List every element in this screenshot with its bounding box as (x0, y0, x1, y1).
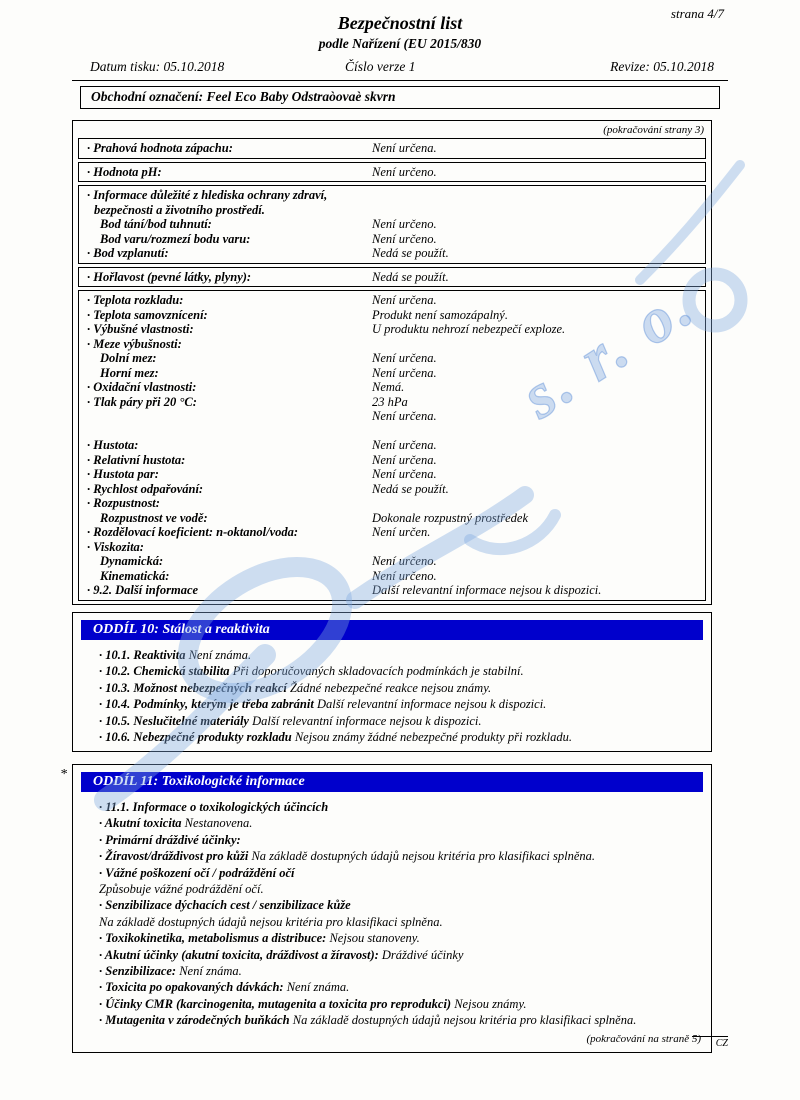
table-row (87, 308, 697, 323)
line-text: Nejsou stanoveny. (326, 931, 420, 946)
line-text: Na základě dostupných údajů nejsou kritéria pro klasifikaci splněna. (99, 914, 443, 929)
line-bold: · Toxicita po opakovaných dávkách: (99, 980, 284, 995)
section-line (81, 815, 703, 831)
table-row (87, 540, 697, 555)
line-text: Na základě dostupných údajů nejsou kritéria pro klasifikaci splněna. (289, 1013, 637, 1028)
row-label: · Rozdělovací koeficient: n-oktanol/voda: (87, 525, 299, 539)
row-label: Rozpustnost ve vodě: (100, 510, 208, 525)
section-line (81, 713, 703, 729)
row-label: · Meze výbušnosti: (87, 336, 182, 351)
section-line (81, 979, 703, 995)
section-line (81, 729, 703, 745)
row-value (372, 496, 697, 511)
row-value: Nedá se použít. (372, 246, 449, 260)
table-row (87, 380, 697, 395)
line-bold: · Účinky CMR (karcinogenita, mutagenita a toxicita pro reprodukci) (99, 996, 452, 1011)
row-label: · Tlak páry při 20 °C: (87, 394, 197, 409)
section-line (81, 799, 703, 815)
line-bold: · Akutní toxicita (99, 816, 182, 831)
revision-date: Revize: 05.10.2018 (610, 59, 714, 74)
section-line (81, 914, 703, 930)
row-label: · Teplota rozkladu: (87, 293, 184, 307)
section-10-header: ODDÍL 10: Stálost a reaktivita (81, 620, 703, 640)
section-11-header: ODDÍL 11: Toxikologické informace (81, 772, 703, 792)
row-value: Není určeno. (372, 568, 437, 583)
row-label: Bod tání/bod tuhnutí: (100, 217, 212, 231)
section-11 (72, 764, 712, 1053)
row-label: · 9.2. Další informace (87, 583, 199, 597)
table-row (87, 482, 697, 497)
line-text: Nestanovena. (181, 816, 253, 831)
line-text: Při doporučovaných skladovacích podmínkách je stabilní. (229, 664, 524, 679)
row-label: Bod varu/rozmezí bodu varu: (100, 231, 251, 246)
table-row (87, 583, 697, 598)
table-row (87, 438, 697, 453)
properties-table (72, 120, 712, 605)
row-value: Produkt není samozápalný. (372, 307, 508, 322)
line-bold: · 11.1. Informace o toxikologických účincích (99, 800, 329, 814)
line-bold: · 10.3. Možnost nebezpečných reakcí (99, 680, 287, 695)
row-label: · Bod vzplanutí: (87, 246, 169, 260)
table-row (87, 467, 697, 482)
line-bold: · 10.4. Podmínky, kterým je třeba zabránit (99, 697, 314, 712)
row-value: Není určen. (372, 525, 431, 539)
row-label: · Hodnota pH: (87, 164, 162, 179)
section-line (81, 881, 703, 897)
line-text: Není známa. (185, 648, 252, 662)
section-line (81, 647, 703, 663)
table-row (87, 569, 697, 584)
row-label: bezpečnosti a životního prostředí. (94, 202, 265, 217)
row-label: · Rozpustnost: (87, 496, 160, 510)
section-line (81, 865, 703, 881)
row-value: Další relevantní informace nejsou k dispozici. (372, 583, 602, 597)
row-value (372, 203, 697, 218)
row-label: · Rychlost odpařování: (87, 481, 204, 496)
row-value: Není určena. (372, 141, 437, 155)
watermark-text: s. r. o. (508, 268, 708, 432)
row-label: · Oxidační vlastnosti: (87, 380, 197, 394)
row-label: · Viskozita: (87, 539, 144, 554)
table-row (87, 496, 697, 511)
line-text: Způsobuje vážné podráždění očí. (99, 882, 264, 897)
row-value: 23 hPa (372, 394, 408, 409)
row-value: Není určena. (372, 293, 437, 307)
section-line (81, 963, 703, 979)
row-value: Není určeno. (372, 231, 437, 246)
table-row (87, 409, 697, 424)
row-value (372, 188, 697, 203)
row-value: Dokonale rozpustný prostředek (372, 510, 528, 525)
line-bold: · Primární dráždivé účinky: (99, 832, 241, 847)
line-bold: · Senzibilizace: (99, 964, 177, 979)
row-label: · Výbušné vlastnosti: (87, 322, 194, 336)
line-bold: · Mutagenita v zárodečných buňkách (99, 1013, 290, 1028)
section-line (81, 832, 703, 848)
line-bold: · 10.1. Reaktivita (99, 648, 186, 662)
row-value: Není určena. (372, 467, 437, 481)
table-row (87, 232, 697, 247)
table-row (87, 217, 697, 232)
document-subtitle: podle Nařízení (EU 2015/830 (318, 36, 482, 51)
version-number: Číslo verze 1 (345, 59, 416, 74)
table-row (87, 270, 697, 285)
table-row (87, 351, 697, 366)
section-line (81, 680, 703, 696)
row-label: Dynamická: (100, 554, 164, 568)
table-row (87, 322, 697, 337)
table-row-spacer (87, 424, 697, 439)
section-line (81, 996, 703, 1012)
section-10 (72, 612, 712, 752)
section-line (81, 696, 703, 712)
row-value: Není určena. (372, 365, 437, 380)
line-text: Další relevantní informace nejsou k dispozici. (313, 697, 547, 712)
line-bold: · 10.6. Nebezpečné produkty rozkladu (99, 730, 292, 745)
line-text: Nejsou známy. (451, 996, 527, 1011)
row-value: Není určeno. (372, 164, 437, 179)
section-line (81, 1012, 703, 1028)
continuation-note-top: (pokračování strany 3) (603, 124, 704, 136)
row-value: Nedá se použít. (372, 481, 449, 496)
row-label: · Hustota par: (87, 467, 159, 481)
continuation-note-bottom: (pokračování na straně 5) (586, 1032, 701, 1045)
row-label: Kinematická: (100, 568, 170, 583)
row-label: · Informace důležité z hlediska ochrany zdraví, (87, 188, 328, 202)
table-row (87, 554, 697, 569)
line-text: Není známa. (176, 964, 242, 979)
table-row (87, 453, 697, 468)
row-value: Není určeno. (372, 554, 437, 568)
section-line (81, 848, 703, 864)
section-line (81, 663, 703, 679)
table-group (78, 162, 706, 183)
row-value: Není určena. (372, 438, 437, 452)
row-label: · Prahová hodnota zápachu: (87, 141, 233, 155)
line-text: Další relevantní informace nejsou k dispozici. (248, 713, 482, 728)
table-row (87, 165, 697, 180)
line-text: Žádné nebezpečné reakce nejsou známy. (286, 680, 492, 695)
line-bold: · Vážné poškození očí / podráždění očí (99, 865, 295, 880)
table-row (87, 141, 697, 156)
language-code: CZ (692, 1036, 728, 1049)
row-value: Není určena. (372, 452, 437, 467)
line-bold: · Toxikokinetika, metabolismus a distribuce: (99, 931, 327, 946)
section-change-marker: * (60, 767, 67, 782)
row-label: · Relativní hustota: (87, 452, 186, 467)
row-value: Není určeno. (372, 217, 437, 231)
line-bold: · 10.5. Neslučitelné materiály (99, 713, 249, 728)
table-group (78, 290, 706, 601)
table-row (87, 366, 697, 381)
print-date: Datum tisku: 05.10.2018 (90, 59, 225, 74)
table-row (87, 337, 697, 352)
table-group (78, 138, 706, 159)
header-divider (72, 80, 728, 81)
row-value: Nedá se použít. (372, 269, 449, 284)
row-label: · Teplota samovznícení: (87, 307, 208, 322)
line-bold: · 10.2. Chemická stabilita (99, 664, 230, 679)
line-text: Na základě dostupných údajů nejsou kritéria pro klasifikaci splněna. (248, 849, 596, 864)
row-value: U produktu nehrozí nebezpečí exploze. (372, 322, 566, 336)
row-label: Dolní mez: (100, 351, 157, 365)
table-row (87, 511, 697, 526)
row-value (372, 424, 697, 439)
line-bold: · Žíravost/dráždivost pro kůži (99, 849, 249, 864)
line-text: Dráždivé účinky (378, 947, 464, 962)
table-row (87, 395, 697, 410)
row-value: Nemá. (372, 380, 405, 394)
table-row (87, 246, 697, 261)
row-label (87, 409, 372, 424)
table-row (87, 525, 697, 540)
row-label: · Hustota: (87, 438, 139, 452)
table-row (87, 293, 697, 308)
row-value: Není určena. (372, 351, 437, 365)
line-text: Nejsou známy žádné nebezpečné produkty při rozkladu. (291, 730, 572, 745)
row-label (87, 424, 372, 439)
section-line (81, 897, 703, 913)
section-line (81, 947, 703, 963)
row-value: Není určena. (372, 409, 437, 423)
table-group (78, 185, 706, 264)
table-row (87, 188, 697, 203)
row-label: · Hořlavost (pevné látky, plyny): (87, 269, 252, 284)
row-value (372, 337, 697, 352)
line-text: Není známa. (283, 980, 350, 995)
row-label: Horní mez: (100, 365, 159, 380)
document-title: Bezpečnostní list (337, 13, 463, 33)
trade-name: Obchodní označení: Feel Eco Baby Odstraòovaè skvrn (80, 86, 720, 109)
table-row (87, 203, 697, 218)
table-group (78, 267, 706, 288)
line-bold: · Senzibilizace dýchacích cest / senzibilizace kůže (99, 898, 351, 913)
section-line (81, 930, 703, 946)
line-bold: · Akutní účinky (akutní toxicita, dráždivost a žíravost): (99, 947, 379, 962)
row-value (372, 540, 697, 555)
page-indicator: strana 4/7 (670, 6, 724, 21)
